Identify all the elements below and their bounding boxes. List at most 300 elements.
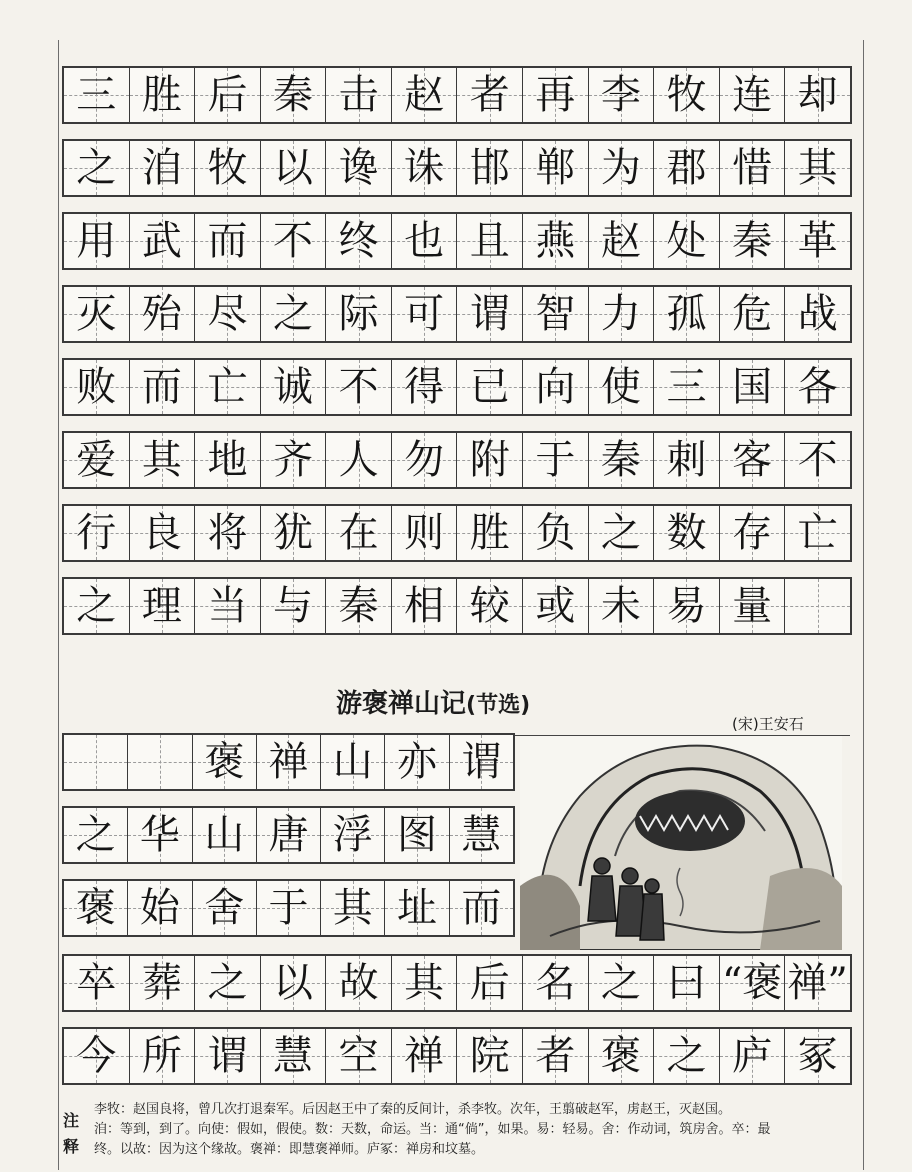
grid-character: 而 xyxy=(207,218,248,264)
grid-cell xyxy=(64,1029,130,1083)
grid-character: 附 xyxy=(469,437,510,483)
grid-cell xyxy=(523,141,589,195)
grid-character: 邯 xyxy=(469,145,510,191)
grid-character: 者 xyxy=(469,72,510,118)
grid-character: 数 xyxy=(666,510,707,556)
grid-character: 浮 xyxy=(332,812,373,858)
grid-character: 革 xyxy=(797,218,838,264)
grid-character: 已 xyxy=(469,364,510,410)
grid-cell xyxy=(654,579,720,633)
grid-cell xyxy=(589,141,655,195)
grid-cell xyxy=(720,214,786,268)
grid-cell xyxy=(457,433,523,487)
grid-character: 舍 xyxy=(204,885,245,931)
grid-character: 谗 xyxy=(338,145,379,191)
grid-character: 刺 xyxy=(666,437,707,483)
grid-character: 三 xyxy=(666,364,707,410)
grid-cell xyxy=(326,287,392,341)
grid-cell xyxy=(785,68,850,122)
grid-row xyxy=(62,285,852,343)
grid-cell xyxy=(450,881,513,935)
grid-character: 始 xyxy=(139,885,180,931)
grid-character: 谓 xyxy=(461,739,502,785)
grid-cell xyxy=(261,956,327,1010)
grid-cell xyxy=(257,881,321,935)
grid-cell xyxy=(64,881,128,935)
grid-character: 其 xyxy=(797,145,838,191)
grid-character: 向 xyxy=(535,364,576,410)
grid-character: 慧 xyxy=(461,812,502,858)
grid-row xyxy=(62,212,852,270)
grid-character: 未 xyxy=(600,583,641,629)
grid-cell xyxy=(720,956,786,1010)
grid-character: 牧 xyxy=(207,145,248,191)
grid-character: 今 xyxy=(76,1033,117,1079)
grid-character: 使 xyxy=(600,364,641,410)
grid-cell xyxy=(321,735,385,789)
grid-character: 址 xyxy=(397,885,438,931)
notes-label xyxy=(60,1108,82,1160)
grid-character: 之 xyxy=(207,960,248,1006)
grid-cell xyxy=(130,579,196,633)
grid-cell xyxy=(523,1029,589,1083)
grid-cell xyxy=(589,506,655,560)
grid-character: 慧 xyxy=(273,1033,314,1079)
grid-cell xyxy=(130,956,196,1010)
grid-character: 故 xyxy=(338,960,379,1006)
grid-cell xyxy=(128,808,192,862)
grid-character: 褒 xyxy=(75,885,116,931)
grid-character: 诚 xyxy=(273,364,314,410)
grid-cell xyxy=(785,433,850,487)
grid-cell xyxy=(392,141,458,195)
grid-cell xyxy=(654,1029,720,1083)
grid-character: 者 xyxy=(535,1033,576,1079)
grid-cell xyxy=(392,214,458,268)
grid-character: 牧 xyxy=(666,72,707,118)
grid-character: 亦 xyxy=(397,739,438,785)
grid-cell xyxy=(326,506,392,560)
grid-cell xyxy=(785,579,850,633)
grid-character: 殆 xyxy=(141,291,182,337)
grid-character: 行 xyxy=(76,510,117,556)
grid-character: 后 xyxy=(207,72,248,118)
grid-character: 或 xyxy=(535,583,576,629)
grid-cell xyxy=(385,735,449,789)
grid-cell xyxy=(523,214,589,268)
grid-character: 李 xyxy=(600,72,641,118)
grid-character: 亡 xyxy=(797,510,838,556)
grid-cell xyxy=(195,433,261,487)
grid-cell xyxy=(720,579,786,633)
grid-character: 秦 xyxy=(732,218,773,264)
grid-cell xyxy=(128,735,192,789)
grid-character: 之 xyxy=(75,812,116,858)
grid-cell xyxy=(257,735,321,789)
grid-cell xyxy=(326,141,392,195)
grid-cell xyxy=(64,808,128,862)
grid-character: 赵 xyxy=(600,218,641,264)
grid-cell xyxy=(64,579,130,633)
grid-character: 于 xyxy=(535,437,576,483)
grid-cell xyxy=(64,287,130,341)
grid-cell xyxy=(195,287,261,341)
grid-character: 相 xyxy=(404,583,445,629)
grid-character: 处 xyxy=(666,218,707,264)
grid-cell xyxy=(130,360,196,414)
grid-cell xyxy=(193,808,257,862)
essay-subtitle: (节选) xyxy=(466,693,531,718)
grid-cell xyxy=(523,287,589,341)
grid-character: 得 xyxy=(404,364,445,410)
grid-cell xyxy=(523,68,589,122)
grid-character: 不 xyxy=(273,218,314,264)
grid-character: 褒 xyxy=(204,739,245,785)
grid-cell xyxy=(64,506,130,560)
grid-cell xyxy=(654,956,720,1010)
grid-character: 唐 xyxy=(268,812,309,858)
grid-character: 葬 xyxy=(141,960,182,1006)
grid-cell xyxy=(130,214,196,268)
notes-label-shi: 释 xyxy=(62,1137,79,1156)
grid-cell xyxy=(193,881,257,935)
grid-character: 击 xyxy=(338,72,379,118)
annotation-notes xyxy=(94,1100,848,1160)
grid-character: 则 xyxy=(404,510,445,556)
grid-character: 且 xyxy=(469,218,510,264)
grid-character: 冢 xyxy=(797,1033,838,1079)
grid-row xyxy=(62,358,852,416)
grid-cell xyxy=(589,433,655,487)
grid-cell xyxy=(195,1029,261,1083)
grid-character: 卒 xyxy=(76,960,117,1006)
grid-character: 当 xyxy=(207,583,248,629)
grid-cell xyxy=(450,735,513,789)
grid-row xyxy=(62,879,515,937)
grid-cell xyxy=(457,506,523,560)
grid-cell xyxy=(195,956,261,1010)
grid-cell xyxy=(392,579,458,633)
grid-character: 负 xyxy=(535,510,576,556)
grid-cell xyxy=(457,68,523,122)
grid-cell xyxy=(326,579,392,633)
grid-cell xyxy=(326,68,392,122)
grid-character: 亡 xyxy=(207,364,248,410)
grid-character: 华 xyxy=(139,812,180,858)
grid-cell xyxy=(261,141,327,195)
grid-cell xyxy=(130,287,196,341)
grid-cell xyxy=(457,214,523,268)
grid-character: 所 xyxy=(141,1033,182,1079)
grid-character: 犹 xyxy=(273,510,314,556)
grid-cell xyxy=(128,881,192,935)
grid-cell xyxy=(457,1029,523,1083)
grid-cell xyxy=(261,1029,327,1083)
grid-row xyxy=(62,66,852,124)
grid-character: 秦 xyxy=(273,72,314,118)
grid-character: 国 xyxy=(732,364,773,410)
grid-cell xyxy=(589,360,655,414)
grid-cell xyxy=(392,506,458,560)
grid-cell xyxy=(130,506,196,560)
grid-cell xyxy=(720,141,786,195)
grid-character: 易 xyxy=(666,583,707,629)
grid-character: 孤 xyxy=(666,291,707,337)
grid-cell xyxy=(523,360,589,414)
grid-cell xyxy=(321,881,385,935)
grid-row xyxy=(62,577,852,635)
grid-character: 战 xyxy=(797,291,838,337)
grid-character: 客 xyxy=(732,437,773,483)
grid-cell xyxy=(654,214,720,268)
grid-cell xyxy=(261,360,327,414)
grid-character: 不 xyxy=(797,437,838,483)
grid-cell xyxy=(392,287,458,341)
note-line: 洎：等到，到了。向使：假如，假使。数：天数，命运。当：通“倘”，如果。易：轻易。舍：作动词，筑房舍。卒：最 xyxy=(94,1122,771,1137)
essay-author: (宋)王安石 xyxy=(732,715,804,733)
grid-cell xyxy=(589,1029,655,1083)
grid-character: 以 xyxy=(273,145,314,191)
grid-cell xyxy=(261,433,327,487)
grid-character: 可 xyxy=(404,291,445,337)
grid-row xyxy=(62,733,515,791)
grid-cell xyxy=(720,68,786,122)
grid-character: 空 xyxy=(338,1033,379,1079)
grid-character: 之 xyxy=(76,583,117,629)
grid-cell xyxy=(261,506,327,560)
grid-cell xyxy=(392,956,458,1010)
grid-cell xyxy=(523,956,589,1010)
grid-cell xyxy=(326,360,392,414)
grid-character: 赵 xyxy=(404,72,445,118)
grid-character: 秦 xyxy=(600,437,641,483)
cave-explorers-illustration xyxy=(520,736,842,950)
grid-character: 危 xyxy=(732,291,773,337)
grid-character: 也 xyxy=(404,218,445,264)
grid-cell xyxy=(785,214,850,268)
grid-cell xyxy=(720,287,786,341)
grid-row xyxy=(62,431,852,489)
grid-cell xyxy=(589,68,655,122)
grid-cell xyxy=(523,433,589,487)
essay-title-text: 游褒禅山记 xyxy=(336,689,467,719)
grid-cell xyxy=(654,360,720,414)
grid-cell xyxy=(654,141,720,195)
grid-cell xyxy=(130,141,196,195)
grid-cell xyxy=(64,68,130,122)
grid-cell xyxy=(195,214,261,268)
grid-character: 以 xyxy=(273,960,314,1006)
grid-cell xyxy=(130,68,196,122)
grid-character: 三 xyxy=(76,72,117,118)
grid-character: 之 xyxy=(666,1033,707,1079)
grid-cell xyxy=(130,1029,196,1083)
grid-cell xyxy=(589,287,655,341)
note-line: 李牧：赵国良将，曾几次打退秦军。后因赵王中了秦的反间计，杀李牧。次年，王翦破赵军，虏赵王，灭赵国。 xyxy=(94,1102,732,1117)
grid-character: 存 xyxy=(732,510,773,556)
grid-character: 而 xyxy=(141,364,182,410)
grid-cell xyxy=(785,141,850,195)
notes-label-zhu: 注 xyxy=(62,1111,79,1130)
grid-cell xyxy=(392,360,458,414)
grid-cell xyxy=(261,287,327,341)
grid-cell xyxy=(392,433,458,487)
grid-cell xyxy=(654,287,720,341)
grid-character: 败 xyxy=(76,364,117,410)
grid-character: 各 xyxy=(797,364,838,410)
grid-cell xyxy=(64,141,130,195)
grid-cell xyxy=(720,1029,786,1083)
note-line: 终。以故：因为这个缘故。褒禅：即慧褒禅师。庐冢：禅房和坟墓。 xyxy=(94,1142,485,1157)
grid-cell xyxy=(654,433,720,487)
grid-cell xyxy=(326,433,392,487)
grid-character: 尽 xyxy=(207,291,248,337)
grid-row xyxy=(62,806,515,864)
grid-cell xyxy=(785,506,850,560)
grid-character: 胜 xyxy=(469,510,510,556)
grid-character: 为 xyxy=(600,145,641,191)
grid-character: 其 xyxy=(404,960,445,1006)
grid-character: 洎 xyxy=(141,145,182,191)
grid-character: 庐 xyxy=(732,1033,773,1079)
grid-character: 再 xyxy=(535,72,576,118)
grid-character: 诛 xyxy=(404,145,445,191)
grid-character: 其 xyxy=(332,885,373,931)
grid-character: 于 xyxy=(268,885,309,931)
grid-cell xyxy=(257,808,321,862)
grid-character: 之 xyxy=(600,510,641,556)
grid-cell xyxy=(457,360,523,414)
grid-character: 与 xyxy=(273,583,314,629)
grid-cell xyxy=(195,141,261,195)
grid-character: 之 xyxy=(76,145,117,191)
grid-cell xyxy=(326,214,392,268)
grid-cell xyxy=(261,214,327,268)
grid-character: 将 xyxy=(207,510,248,556)
grid-character: 山 xyxy=(332,739,373,785)
grid-cell xyxy=(720,506,786,560)
grid-cell xyxy=(654,68,720,122)
grid-character: 禅 xyxy=(404,1033,445,1079)
grid-character: 用 xyxy=(76,218,117,264)
grid-character: 爱 xyxy=(76,437,117,483)
grid-character: 院 xyxy=(469,1033,510,1079)
grid-character: 山 xyxy=(204,812,245,858)
grid-cell xyxy=(195,360,261,414)
grid-character: 燕 xyxy=(535,218,576,264)
grid-character: 武 xyxy=(141,218,182,264)
grid-cell xyxy=(193,735,257,789)
grid-cell xyxy=(261,579,327,633)
grid-cell xyxy=(523,579,589,633)
grid-character: 力 xyxy=(600,291,641,337)
grid-character: 秦 xyxy=(338,583,379,629)
grid-cell xyxy=(720,360,786,414)
grid-character: 而 xyxy=(461,885,502,931)
essay-title xyxy=(336,683,636,720)
grid-cell xyxy=(654,506,720,560)
grid-row xyxy=(62,954,852,1012)
grid-character: 之 xyxy=(273,291,314,337)
grid-character: 惜 xyxy=(732,145,773,191)
grid-character: 在 xyxy=(338,510,379,556)
grid-cell xyxy=(392,68,458,122)
grid-row xyxy=(62,504,852,562)
grid-cell xyxy=(385,808,449,862)
grid-cell xyxy=(64,956,130,1010)
grid-cell xyxy=(64,360,130,414)
grid-cell xyxy=(385,881,449,935)
grid-character: 其 xyxy=(141,437,182,483)
grid-character: 连 xyxy=(732,72,773,118)
grid-cell xyxy=(785,287,850,341)
grid-cell xyxy=(64,735,128,789)
grid-cell xyxy=(326,1029,392,1083)
grid-character: 理 xyxy=(141,583,182,629)
grid-cell xyxy=(457,141,523,195)
grid-character: 人 xyxy=(338,437,379,483)
grid-cell xyxy=(589,214,655,268)
grid-cell xyxy=(64,214,130,268)
grid-character: 灭 xyxy=(76,291,117,337)
grid-row xyxy=(62,1027,852,1085)
grid-cell xyxy=(195,68,261,122)
grid-cell xyxy=(457,956,523,1010)
grid-character: 名 xyxy=(535,960,576,1006)
grid-character: 之 xyxy=(600,960,641,1006)
grid-character: “褒 xyxy=(721,960,783,1006)
grid-cell xyxy=(64,433,130,487)
grid-character: 较 xyxy=(469,583,510,629)
grid-character: 郸 xyxy=(535,145,576,191)
grid-cell xyxy=(720,433,786,487)
grid-character: 郡 xyxy=(666,145,707,191)
grid-character: 褒 xyxy=(600,1033,641,1079)
grid-character: 却 xyxy=(797,72,838,118)
grid-cell xyxy=(589,579,655,633)
grid-row xyxy=(62,139,852,197)
grid-character: 禅” xyxy=(787,960,848,1006)
grid-cell xyxy=(785,360,850,414)
grid-cell xyxy=(195,506,261,560)
grid-cell xyxy=(785,956,850,1010)
grid-cell xyxy=(589,956,655,1010)
grid-character: 图 xyxy=(397,812,438,858)
grid-character: 禅 xyxy=(268,739,309,785)
grid-cell xyxy=(261,68,327,122)
grid-character: 不 xyxy=(338,364,379,410)
grid-character: 后 xyxy=(469,960,510,1006)
grid-character: 齐 xyxy=(273,437,314,483)
grid-cell xyxy=(392,1029,458,1083)
grid-character: 谓 xyxy=(469,291,510,337)
grid-cell xyxy=(785,1029,850,1083)
grid-cell xyxy=(457,287,523,341)
grid-cell xyxy=(130,433,196,487)
grid-cell xyxy=(195,579,261,633)
grid-cell xyxy=(450,808,513,862)
grid-character: 胜 xyxy=(141,72,182,118)
grid-character: 谓 xyxy=(207,1033,248,1079)
grid-character: 智 xyxy=(535,291,576,337)
grid-character: 终 xyxy=(338,218,379,264)
grid-character: 良 xyxy=(141,510,182,556)
grid-cell xyxy=(321,808,385,862)
grid-cell xyxy=(326,956,392,1010)
grid-character: 际 xyxy=(338,291,379,337)
grid-character: 量 xyxy=(732,583,773,629)
grid-cell xyxy=(523,506,589,560)
